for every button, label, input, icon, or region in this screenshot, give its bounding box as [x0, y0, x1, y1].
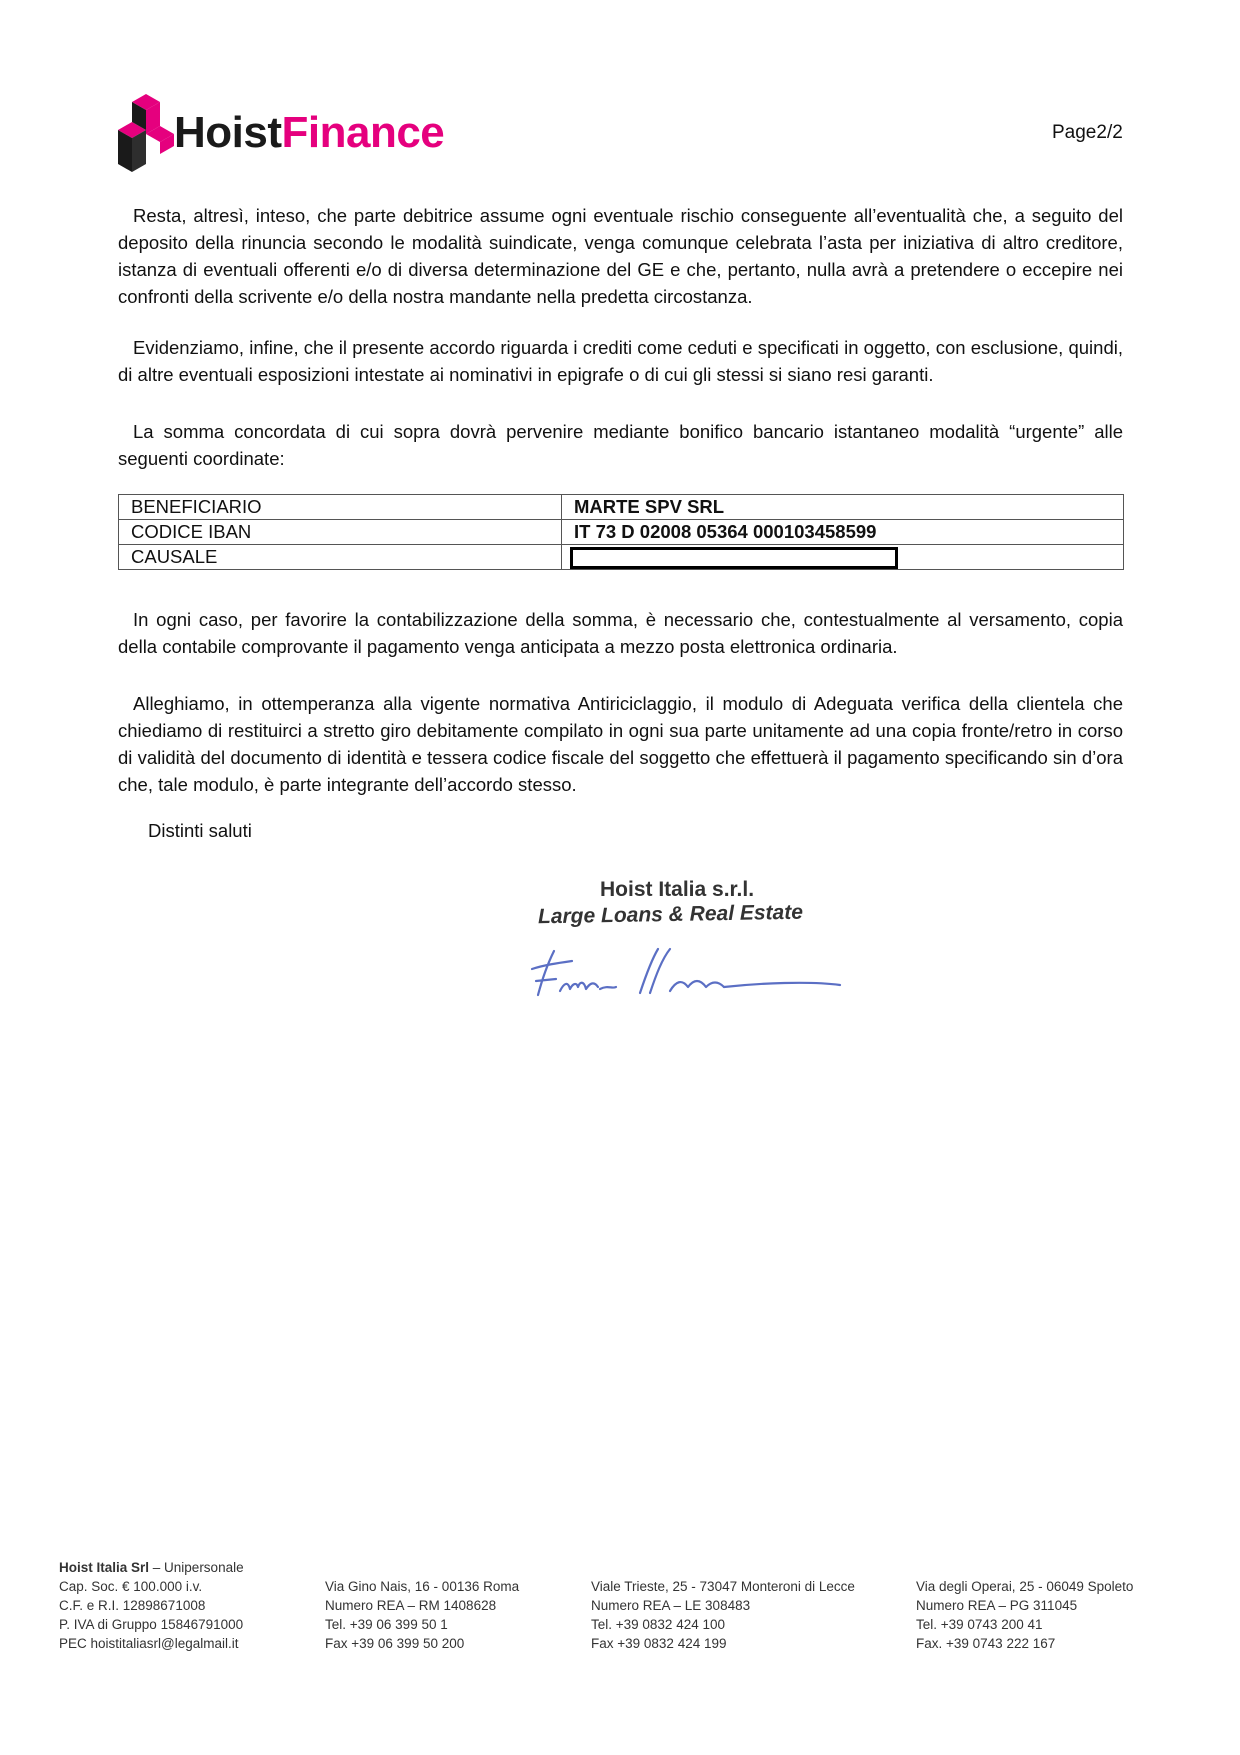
footer-roma-column	[325, 1558, 519, 1653]
hoist-finance-logo	[118, 88, 458, 174]
hoist-cube-logo-icon	[118, 88, 176, 174]
paragraph-scope	[118, 334, 1123, 388]
paragraph-risk	[118, 202, 1123, 310]
logo-wordmark	[174, 108, 444, 158]
footer-line: Cap. Soc. € 100.000 i.v.	[59, 1579, 203, 1594]
footer-line: Fax. +39 0743 222 167	[916, 1636, 1056, 1651]
paragraph-antimoney-laundering	[118, 690, 1123, 798]
footer-company-line	[59, 1558, 244, 1577]
footer-lecce-column	[591, 1558, 855, 1653]
table-cell-value: IT 73 D 02008 05364 000103458599	[562, 520, 1124, 545]
footer-company-name: Hoist Italia Srl	[59, 1560, 150, 1575]
redaction-box	[570, 547, 898, 569]
footer-spoleto-column	[916, 1558, 1133, 1653]
footer-company-column	[59, 1558, 244, 1653]
footer-line: Numero REA – RM 1408628	[325, 1598, 497, 1613]
paragraph-text: La somma concordata di cui sopra dovrà pervenire mediante bonifico bancario istantaneo modalità “urgente” alle seguenti coordinate:	[118, 421, 1123, 469]
table-row-causale	[119, 545, 1124, 570]
footer-line: Via degli Operai, 25 - 06049 Spoleto	[916, 1579, 1134, 1594]
table-row-beneficiary	[119, 495, 1124, 520]
company-stamp-name: Hoist Italia s.r.l.	[600, 878, 755, 901]
closing-salutation: Distinti saluti	[148, 820, 252, 841]
footer-line: Tel. +39 0743 200 41	[916, 1617, 1043, 1632]
footer-line: Numero REA – PG 311045	[916, 1598, 1078, 1613]
footer-line: Fax +39 0832 424 199	[591, 1636, 727, 1651]
table-cell-label: CAUSALE	[119, 545, 562, 570]
logo-word-finance: Finance	[281, 108, 445, 157]
footer-line: PEC hoistitaliasrl@legalmail.it	[59, 1636, 239, 1651]
paragraph-text: Evidenziamo, infine, che il presente accordo riguarda i crediti come ceduti e specificati in oggetto, con esclusione, quindi, di altre eventuali esposizioni intestate ai nominativi in epigrafe o di cui gli stessi si siano resi garanti.	[118, 337, 1123, 385]
table-row-iban	[119, 520, 1124, 545]
company-stamp-division: Large Loans & Real Estate	[537, 900, 804, 929]
footer-line: Numero REA – LE 308483	[591, 1598, 751, 1613]
table-cell-value: MARTE SPV SRL	[562, 495, 1124, 520]
paragraph-accounting	[118, 606, 1123, 660]
table-cell-value	[562, 545, 1124, 570]
paragraph-payment-instructions	[118, 418, 1123, 472]
paragraph-text: Alleghiamo, in ottemperanza alla vigente normativa Antiriciclaggio, il modulo di Adeguata verifica della clientela che chiediamo di restituirci a stretto giro debitamente compilato in ogni sua parte unitamente ad una copia fronte/retro in corso di validità del documento di identità e tessera codice fiscale del soggetto che effettuerà il pagamento specificando sin d’ora che, tale modulo, è parte integrante dell’accordo stesso.	[118, 693, 1123, 795]
footer-line: Tel. +39 0832 424 100	[591, 1617, 725, 1632]
bank-details-table	[118, 494, 1124, 570]
handwritten-signature	[520, 945, 850, 1005]
footer-line: C.F. e R.I. 12898671008	[59, 1598, 206, 1613]
paragraph-text: In ogni caso, per favorire la contabilizzazione della somma, è necessario che, contestualmente al versamento, copia della contabile comprovante il pagamento venga anticipata a mezzo posta elettronica ordinaria.	[118, 609, 1123, 657]
table-cell-label: BENEFICIARIO	[119, 495, 562, 520]
table-cell-label: CODICE IBAN	[119, 520, 562, 545]
footer-company-suffix: – Unipersonale	[149, 1560, 244, 1575]
footer-line: Tel. +39 06 399 50 1	[325, 1617, 448, 1632]
logo-word-hoist: Hoist	[174, 108, 282, 157]
footer-line: Via Gino Nais, 16 - 00136 Roma	[325, 1579, 520, 1594]
page-number: Page2/2	[1052, 122, 1123, 143]
footer-line: Viale Trieste, 25 - 73047 Monteroni di Lecce	[591, 1579, 855, 1594]
footer-line: Fax +39 06 399 50 200	[325, 1636, 465, 1651]
paragraph-text: Resta, altresì, inteso, che parte debitrice assume ogni eventuale rischio conseguente all’eventualità che, a seguito del deposito della rinuncia secondo le modalità suindicate, venga comunque celebrata l’asta per iniziativa di altro creditore, istanza di eventuali offerenti e/o di diversa determinazione del GE e che, pertanto, nulla avrà a pretendere o eccepire nei confronti della scrivente e/o della nostra mandante nella predetta circostanza.	[118, 205, 1123, 307]
footer-line: P. IVA di Gruppo 15846791000	[59, 1617, 244, 1632]
